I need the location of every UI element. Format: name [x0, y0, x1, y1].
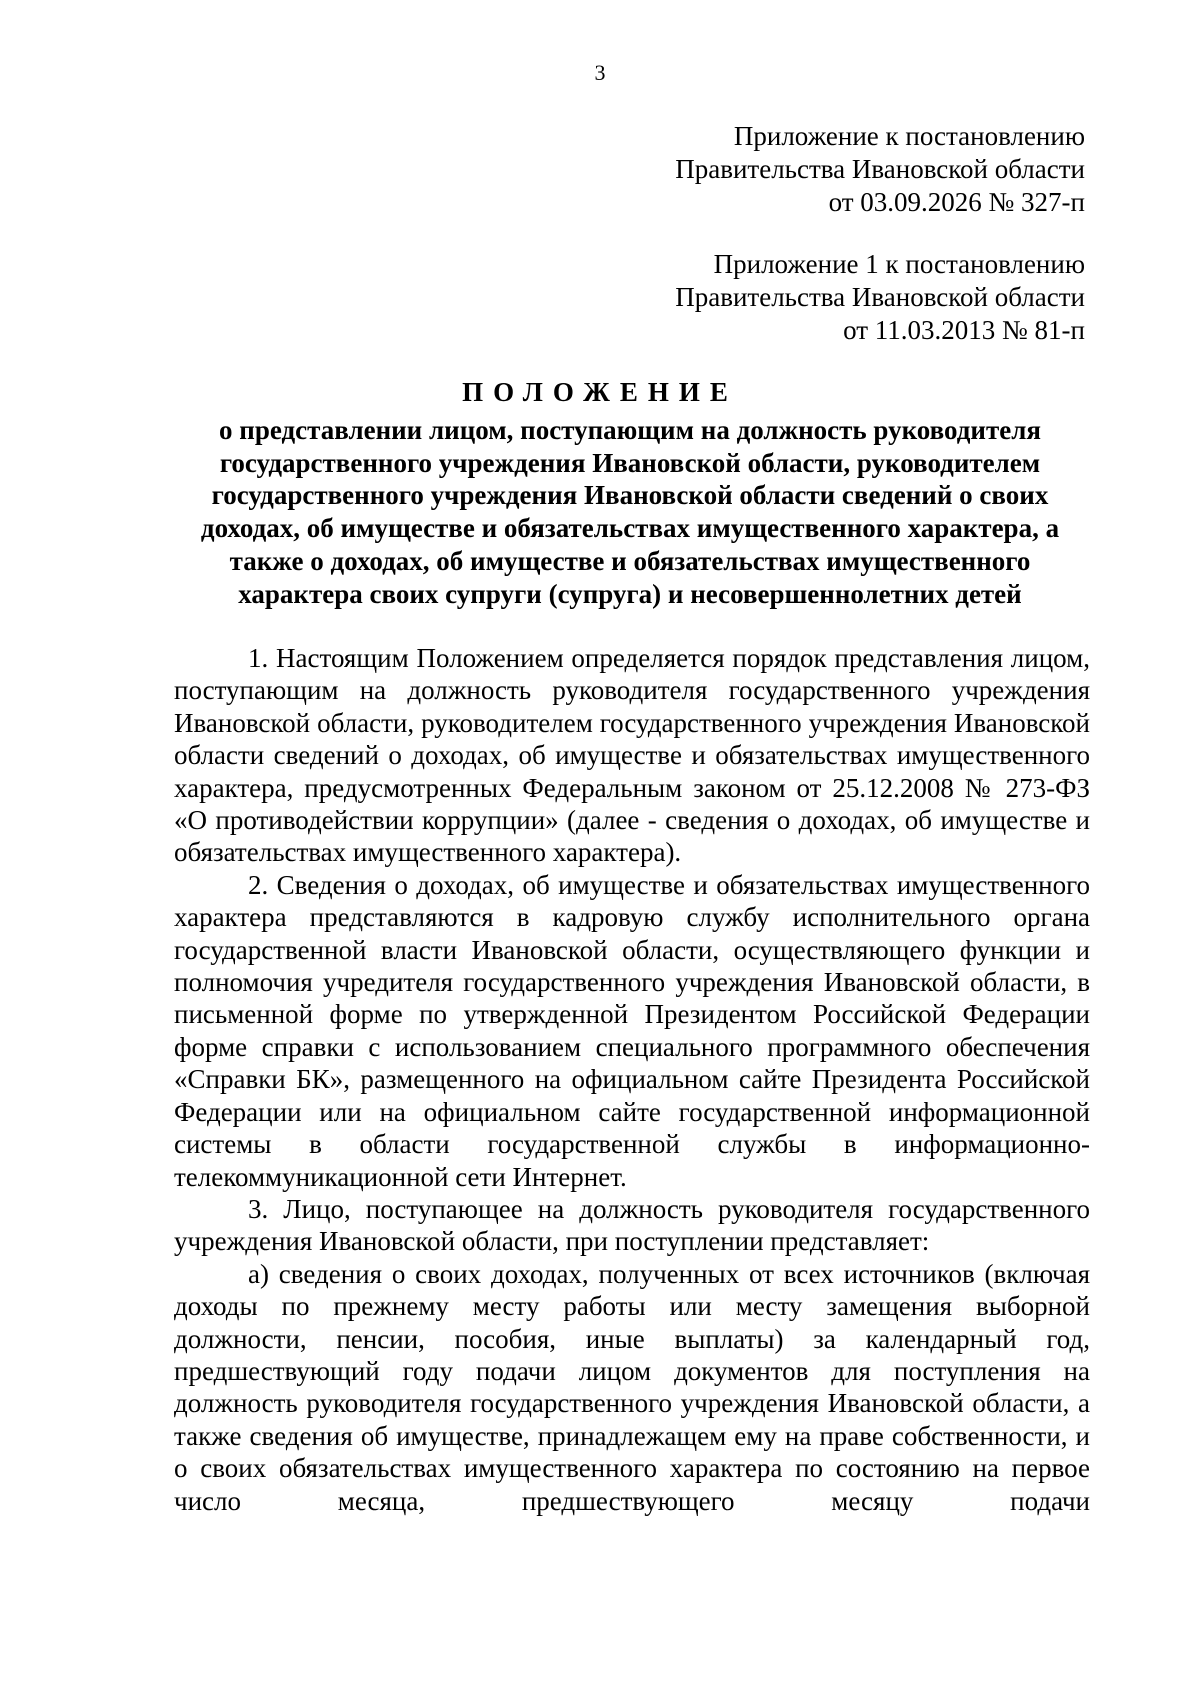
appendix-original-line-3: от 11.03.2013 № 81-п: [843, 315, 1085, 345]
paragraph-1: 1. Настоящим Положением определяется порядок представления лицом, поступающим на должность руководителя государственного учреждения Ивановской области, руководителем государственного учреждения Ивановской области сведений о доходах, об имуществе и обязательствах имущественного характера, предусмотренных Федеральным законом от 25.12.2008 № 273-ФЗ «О противодействии коррупции» (далее - сведения о доходах, об имуществе и обязательствах имущественного характера).: [174, 643, 1090, 868]
appendix-header-current: [675, 120, 1085, 219]
document-title: ПОЛОЖЕНИЕ: [462, 377, 738, 407]
paragraph-3a: а) сведения о своих доходах, полученных от всех источников (включая доходы по прежнему месту работы или месту замещения выборной должности, пенсии, пособия, иные выплаты) за календарный год, предшествующий году подачи лицом документов для поступления на должность руководителя государственного учреждения Ивановской области, а также сведения об имуществе, принадлежащем ему на праве собственности, и о своих обязательствах имущественного характера по состоянию на первое число месяца, предшествующего месяцу подачи: [174, 1258, 1090, 1516]
appendix-original-line-1: Приложение 1 к постановлению: [713, 249, 1085, 279]
paragraph-2: 2. Сведения о доходах, об имуществе и обязательствах имущественного характера представляются в кадровую службу исполнительного органа государственной власти Ивановской области, осуществляющего функции и полномочия учредителя государственного учреждения Ивановской области, в письменной форме по утвержденной Президентом Российской Федерации форме справки с использованием специального программного обеспечения «Справки БК», размещенного на официальном сайте Президента Российской Федерации или на официальном сайте государственной информационной системы в области государственной службы в информационно-телекоммуникационной сети Интернет.: [174, 869, 1090, 1192]
document-subtitle: о представлении лицом, поступающим на должность руководителя государственного учреждения Ивановской области, руководителем государственного учреждения Ивановской области сведений о своих доходах, об имуществе и обязательствах имущественного характера, а также о доходах, об имуществе и обязательствах имущественного характера своих супруги (супруга) и несовершеннолетних детей: [200, 415, 1060, 609]
appendix-current-line-3: от 03.09.2026 № 327-п: [828, 187, 1085, 217]
page-number: 3: [594, 60, 606, 85]
appendix-original-line-2: Правительства Ивановской области: [675, 282, 1085, 312]
paragraph-3: 3. Лицо, поступающее на должность руководителя государственного учреждения Ивановской области, при поступлении представляет:: [174, 1193, 1090, 1257]
appendix-header-original: [675, 248, 1085, 347]
appendix-current-line-1: Приложение к постановлению: [733, 121, 1085, 151]
document-body: [174, 642, 1090, 1517]
appendix-current-line-2: Правительства Ивановской области: [675, 154, 1085, 184]
